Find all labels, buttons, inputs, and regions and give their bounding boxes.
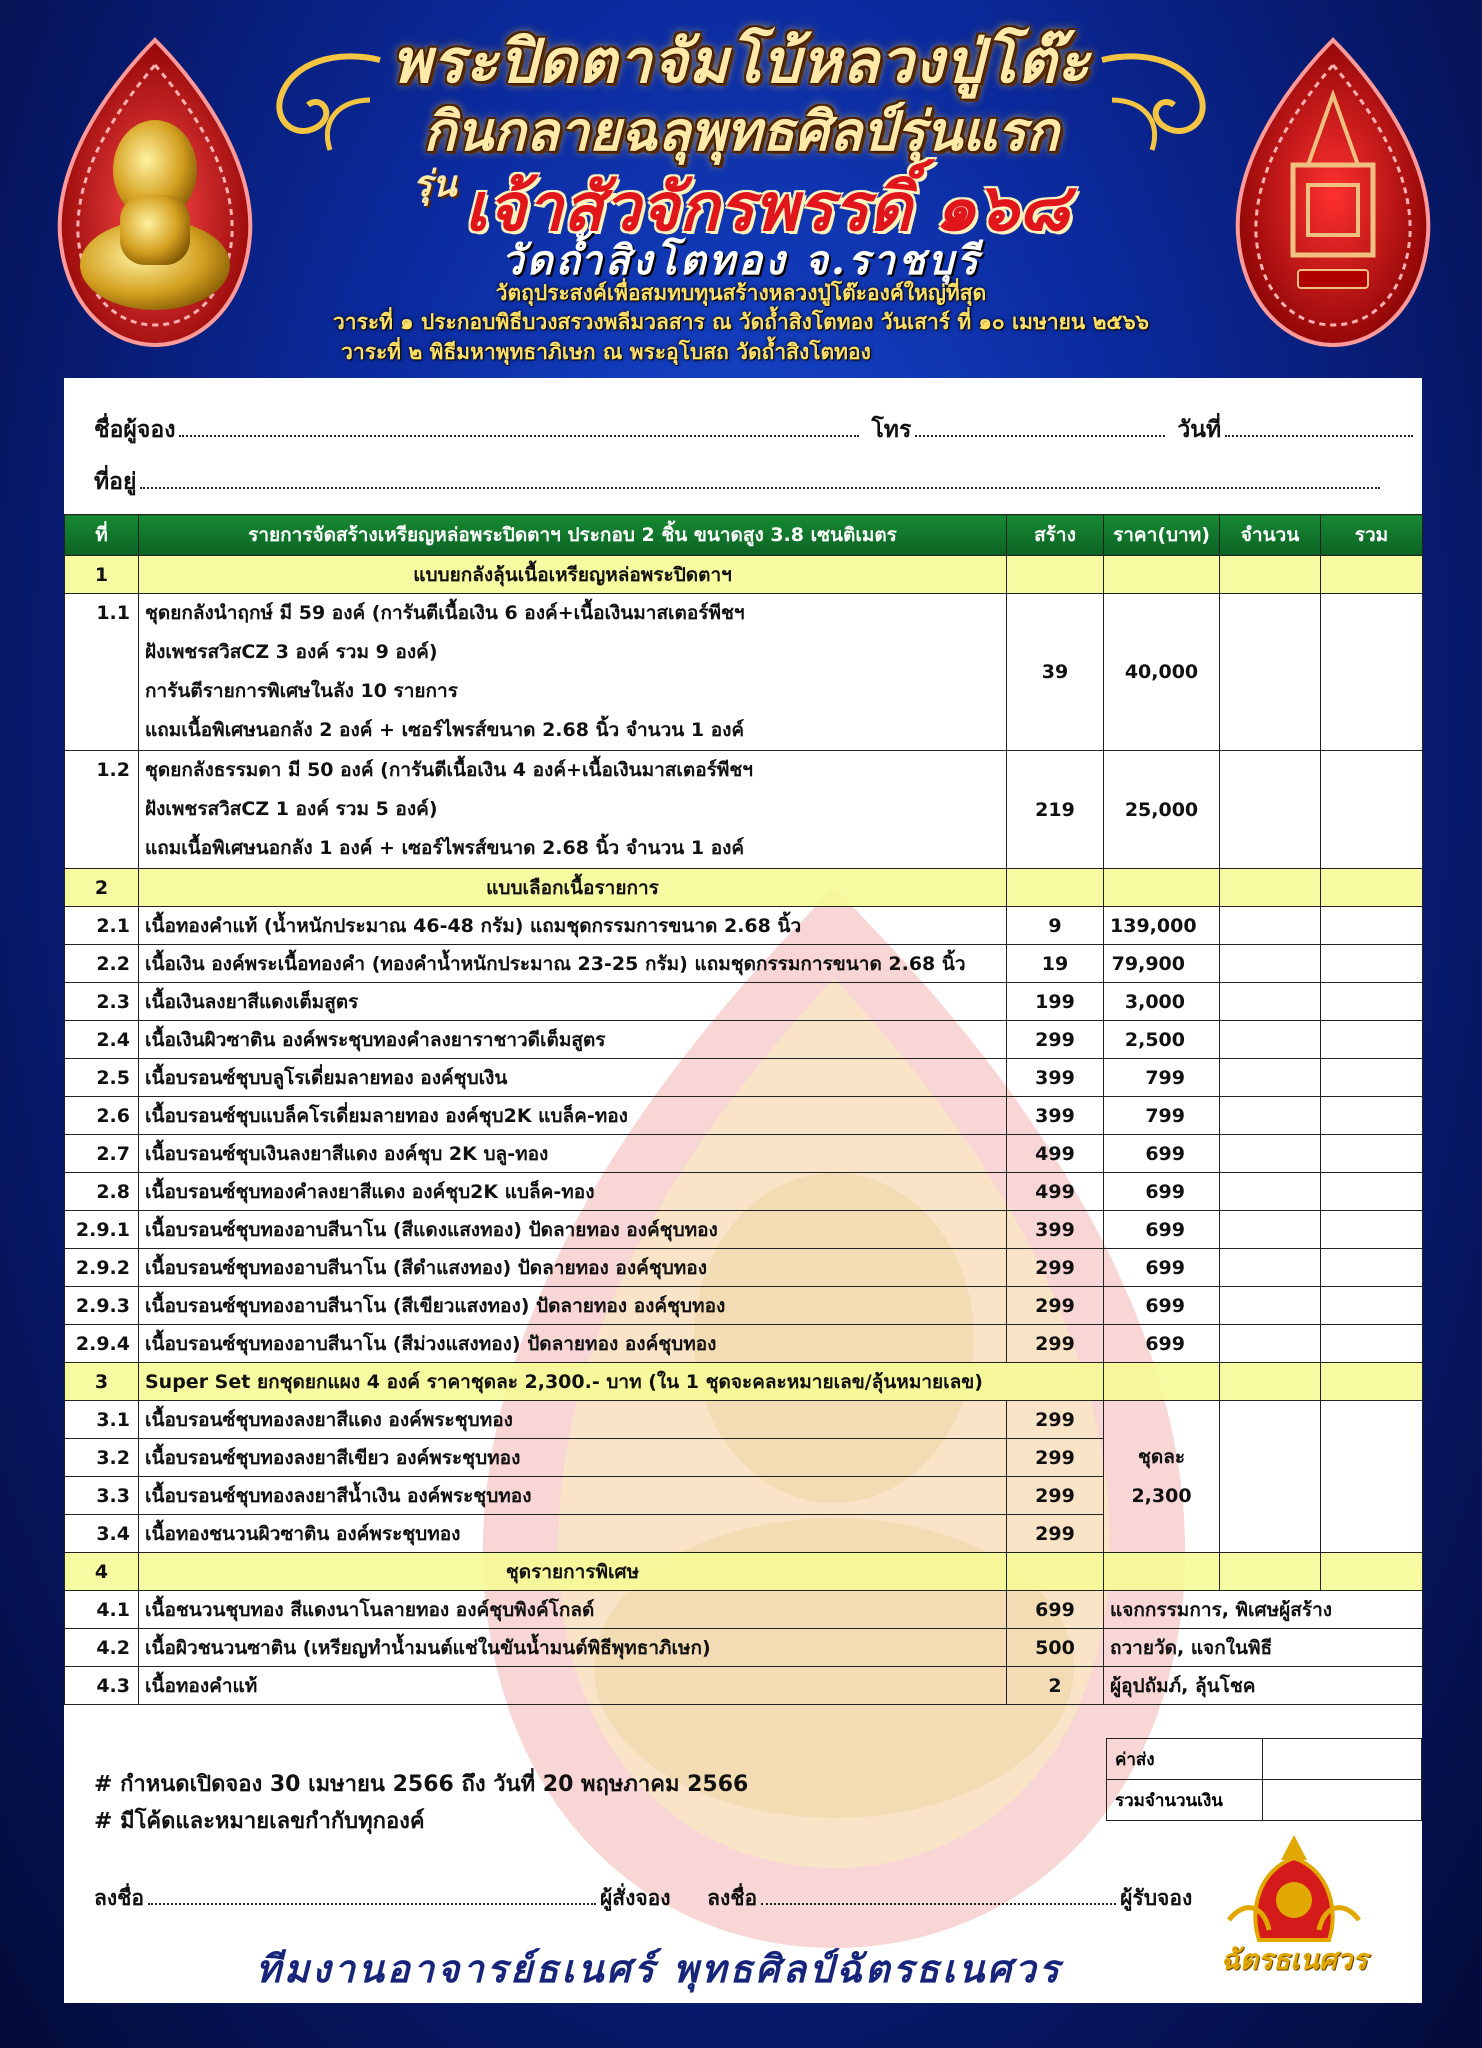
row-note: ผู้อุปถัมภ์, ลุ้นโชค xyxy=(1104,1667,1423,1705)
section-row-1 xyxy=(65,556,1423,594)
row-no: 4.3 xyxy=(65,1667,139,1705)
row-desc: เนื้อเงินลงยาสีแดงเต็มสูตร xyxy=(139,983,1007,1021)
row-no: 2.8 xyxy=(65,1173,139,1211)
table-row xyxy=(65,1667,1423,1705)
row-price: 25,000 xyxy=(1104,751,1220,869)
row-no: 1.1 xyxy=(65,594,139,751)
row-built: 299 xyxy=(1007,1439,1104,1477)
main-title: พระปิดตาจัมโบ้หลวงปู่โต๊ะ xyxy=(391,27,1091,97)
shipping-label: ค่าส่ง xyxy=(1107,1739,1263,1780)
row-no: 4.2 xyxy=(65,1629,139,1667)
order-form xyxy=(64,378,1422,2003)
total-cell[interactable] xyxy=(1321,907,1423,945)
row-price: 40,000 xyxy=(1104,594,1220,751)
row-desc: เนื้อบรอนซ์ชุบทองอาบสีนาโน (สีเขียวแสงทอง) ปัดลายทอง องค์ชุบทอง xyxy=(139,1287,1007,1325)
table-row xyxy=(65,1173,1423,1211)
grand-total-label: รวมจำนวนเงิน xyxy=(1107,1780,1263,1821)
row-no: 2.1 xyxy=(65,907,139,945)
section-no: 2 xyxy=(65,869,139,907)
summary-box xyxy=(1106,1738,1422,1821)
qty-cell[interactable] xyxy=(1220,1325,1321,1363)
name-label: ชื่อผู้จอง xyxy=(94,417,176,443)
row-built: 499 xyxy=(1007,1173,1104,1211)
logo-text: ฉัตรธเนศวร xyxy=(1220,1943,1368,1976)
header-built: สร้าง xyxy=(1007,515,1104,556)
total-cell[interactable] xyxy=(1321,751,1423,869)
row-no: 3.2 xyxy=(65,1439,139,1477)
row-no: 2.6 xyxy=(65,1097,139,1135)
section-row-3 xyxy=(65,1363,1423,1401)
row-price: 699 xyxy=(1104,1173,1220,1211)
sub-title: กินกลายฉลุพุทธศิลป์รุ่นแรก xyxy=(423,99,1059,163)
set-price-value: 2,300 xyxy=(1131,1484,1192,1507)
table-row xyxy=(65,1097,1423,1135)
row-no: 3.4 xyxy=(65,1515,139,1553)
row-no: 3.3 xyxy=(65,1477,139,1515)
name-field[interactable] xyxy=(179,415,859,437)
address-label: ที่อยู่ xyxy=(94,469,137,495)
row-note: แจกกรรมการ, พิเศษผู้สร้าง xyxy=(1104,1591,1423,1629)
table-row xyxy=(65,1059,1423,1097)
total-cell[interactable] xyxy=(1321,1211,1423,1249)
qty-cell[interactable] xyxy=(1220,945,1321,983)
row-desc: เนื้อบรอนซ์ชุบทองลงยาสีเขียว องค์พระชุบทอง xyxy=(139,1439,1007,1477)
row-built: 39 xyxy=(1007,594,1104,751)
section-3-rows xyxy=(65,1401,1423,1553)
qty-cell[interactable] xyxy=(1220,751,1321,869)
orderer-label: ผู้สั่งจอง xyxy=(600,1886,671,1910)
header-price: ราคา(บาท) xyxy=(1104,515,1220,556)
orderer-signature-field[interactable] xyxy=(148,1883,596,1905)
row-no: 2.4 xyxy=(65,1021,139,1059)
booking-period-note: # กำหนดเปิดจอง 30 เมษายน 2566 ถึง วันที่ 20 พฤษภาคม 2566 xyxy=(94,1772,749,1797)
row-price: 2,500 xyxy=(1104,1021,1220,1059)
qty-cell[interactable] xyxy=(1220,1021,1321,1059)
row-price: 139,000 xyxy=(1104,907,1220,945)
section-title: Super Set ยกชุดยกแผง 4 องค์ ราคาชุดละ 2,300.- บาท (ใน 1 ชุดจะคละหมายเลข/ลุ้นหมายเลข) xyxy=(139,1363,1104,1401)
row-desc: เนื้อบรอนซ์ชุบแบล็คโรเดี่ยมลายทอง องค์ชุบ2K แบล็ค-ทอง xyxy=(139,1097,1007,1135)
row-desc: เนื้อบรอนซ์ชุบทองอาบสีนาโน (สีดำแสงทอง) ปัดลายทอง องค์ชุบทอง xyxy=(139,1249,1007,1287)
row-desc: เนื้อชนวนชุบทอง สีแดงนาโนลายทอง องค์ชุบพิงค์โกลด์ xyxy=(139,1591,1007,1629)
header-qty: จำนวน xyxy=(1220,515,1321,556)
row-built: 9 xyxy=(1007,907,1104,945)
row-no: 2.5 xyxy=(65,1059,139,1097)
total-cell[interactable] xyxy=(1321,594,1423,751)
team-name: ทีมงานอาจารย์ธเนศร์ พุทธศิลป์ฉัตรธเนศวร xyxy=(255,1946,1063,1991)
table-header-row xyxy=(65,515,1423,556)
row-built: 199 xyxy=(1007,983,1104,1021)
total-cell[interactable] xyxy=(1321,1401,1423,1553)
table-row xyxy=(65,594,1423,751)
row-desc: เนื้อทองคำแท้ xyxy=(139,1667,1007,1705)
table-row xyxy=(65,1591,1423,1629)
row-price: 799 xyxy=(1104,1097,1220,1135)
section-2-rows xyxy=(65,907,1423,1363)
date-field[interactable] xyxy=(1225,415,1413,437)
row-built: 299 xyxy=(1007,1477,1104,1515)
set-price-label: ชุดละ xyxy=(1137,1445,1186,1468)
section-row-4 xyxy=(65,1553,1423,1591)
total-cell[interactable] xyxy=(1321,1021,1423,1059)
row-desc: เนื้อทองคำแท้ (น้ำหนักประมาณ 46-48 กรัม) แถมชุดกรรมการขนาด 2.68 นิ้ว xyxy=(139,907,1007,945)
row-price: 799 xyxy=(1104,1059,1220,1097)
qty-cell[interactable] xyxy=(1220,1249,1321,1287)
row-price: 699 xyxy=(1104,1325,1220,1363)
total-cell[interactable] xyxy=(1321,1325,1423,1363)
row-built: 399 xyxy=(1007,1059,1104,1097)
qty-cell[interactable] xyxy=(1220,983,1321,1021)
table-row xyxy=(65,945,1423,983)
row-no: 2.9.2 xyxy=(65,1249,139,1287)
row-built: 299 xyxy=(1007,1325,1104,1363)
row-built: 299 xyxy=(1007,1287,1104,1325)
section-title: ชุดรายการพิเศษ xyxy=(139,1553,1007,1591)
table-row xyxy=(65,1629,1423,1667)
row-desc: เนื้อบรอนซ์ชุบทองลงยาสีน้ำเงิน องค์พระชุบทอง xyxy=(139,1477,1007,1515)
table-row xyxy=(65,1249,1423,1287)
row-built: 699 xyxy=(1007,1591,1104,1629)
receiver-signature-field[interactable] xyxy=(761,1883,1116,1905)
qty-cell[interactable] xyxy=(1220,1135,1321,1173)
objective-text: วัตถุประสงค์เพื่อสมทบทุนสร้างหลวงปู่โต๊ะองค์ใหญ่ที่สุด xyxy=(495,281,987,305)
name-phone-date-row xyxy=(94,412,1417,448)
row-no: 1.2 xyxy=(65,751,139,869)
row-desc: เนื้อบรอนซ์ชุบเงินลงยาสีแดง องค์ชุบ 2K บลู-ทอง xyxy=(139,1135,1007,1173)
total-cell[interactable] xyxy=(1321,1135,1423,1173)
qty-cell[interactable] xyxy=(1220,1401,1321,1553)
qty-cell[interactable] xyxy=(1220,907,1321,945)
total-cell[interactable] xyxy=(1321,1097,1423,1135)
row-desc: ชุดยกลังธรรมดา มี 50 องค์ (การันตีเนื้อเงิน 4 องค์+เนื้อเงินมาสเตอร์พีชฯ ฝังเพชรสวิสCZ 1 องค์ รวม 5 องค์) แถมเนื้อพิเศษนอกลัง 1 องค์ + เซอร์ไพรส์ขนาด 2.68 นิ้ว จำนวน 1 องค์ xyxy=(139,751,1007,869)
series-name: เจ้าสัวจักรพรรดิ์ ๑๖๘ xyxy=(464,168,1070,246)
row-desc: เนื้อทองชนวนผิวซาติน องค์พระชุบทอง xyxy=(139,1515,1007,1553)
table-row xyxy=(65,1135,1423,1173)
total-cell[interactable] xyxy=(1321,1173,1423,1211)
date-label: วันที่ xyxy=(1177,417,1222,443)
total-cell[interactable] xyxy=(1321,983,1423,1021)
table-row xyxy=(65,1325,1423,1363)
agenda-1-text: วาระที่ ๑ ประกอบพิธีบวงสรวงพลีมวลสาร ณ วัดถ้ำสิงโตทอง วันเสาร์ ที่ ๑๐ เมษายน ๒๕๖๖ xyxy=(333,310,1149,334)
section-no: 4 xyxy=(65,1553,139,1591)
header-item: รายการจัดสร้างเหรียญหล่อพระปิดตาฯ ประกอบ 2 ชิ้น ขนาดสูง 3.8 เซนติเมตร xyxy=(139,515,1007,556)
grand-total-field[interactable] xyxy=(1262,1780,1421,1821)
row-built: 219 xyxy=(1007,751,1104,869)
section-title: แบบเลือกเนื้อรายการ xyxy=(139,869,1007,907)
qty-cell[interactable] xyxy=(1220,1211,1321,1249)
section-title: แบบยกลังลุ้นเนื้อเหรียญหล่อพระปิดตาฯ xyxy=(139,556,1007,594)
total-cell[interactable] xyxy=(1321,945,1423,983)
row-desc: เนื้อบรอนซ์ชุบทองอาบสีนาโน (สีแดงแสงทอง) ปัดลายทอง องค์ชุบทอง xyxy=(139,1211,1007,1249)
total-cell[interactable] xyxy=(1321,1249,1423,1287)
table-row xyxy=(65,907,1423,945)
shipping-field[interactable] xyxy=(1262,1739,1421,1780)
total-cell[interactable] xyxy=(1321,1287,1423,1325)
row-built: 19 xyxy=(1007,945,1104,983)
table-row xyxy=(65,751,1423,869)
row-desc: เนื้อบรอนซ์ชุบทองลงยาสีแดง องค์พระชุบทอง xyxy=(139,1401,1007,1439)
row-built: 2 xyxy=(1007,1667,1104,1705)
row-no: 3.1 xyxy=(65,1401,139,1439)
table-row xyxy=(65,1211,1423,1249)
table-row xyxy=(65,1401,1423,1439)
row-built: 299 xyxy=(1007,1515,1104,1553)
row-no: 2.7 xyxy=(65,1135,139,1173)
row-desc: เนื้อผิวชนวนซาติน (เหรียญทำน้ำมนต์แช่ในขันน้ำมนต์พิธีพุทธาภิเษก) xyxy=(139,1629,1007,1667)
section-no: 1 xyxy=(65,556,139,594)
row-price: 699 xyxy=(1104,1211,1220,1249)
row-price: 79,900 xyxy=(1104,945,1220,983)
row-desc: เนื้อบรอนซ์ชุบทองคำลงยาสีแดง องค์ชุบ2K แบล็ค-ทอง xyxy=(139,1173,1007,1211)
row-price: 699 xyxy=(1104,1287,1220,1325)
row-no: 2.9.1 xyxy=(65,1211,139,1249)
row-note: ถวายวัด, แจกในพิธี xyxy=(1104,1629,1423,1667)
code-number-note: # มีโค้ดและหมายเลขกำกับทุกองค์ xyxy=(94,1809,425,1834)
row-no: 2.9.4 xyxy=(65,1325,139,1363)
row-no: 2.3 xyxy=(65,983,139,1021)
row-desc: เนื้อบรอนซ์ชุบทองอาบสีนาโน (สีม่วงแสงทอง) ปัดลายทอง องค์ชุบทอง xyxy=(139,1325,1007,1363)
order-table xyxy=(64,514,1423,1705)
total-cell[interactable] xyxy=(1321,1059,1423,1097)
row-built: 299 xyxy=(1007,1021,1104,1059)
row-desc: เนื้อเงินผิวซาติน องค์พระชุบทองคำลงยาราชาวดีเต็มสูตร xyxy=(139,1021,1007,1059)
row-price: 699 xyxy=(1104,1135,1220,1173)
header xyxy=(0,0,1482,378)
phone-field[interactable] xyxy=(915,415,1165,437)
signature-row xyxy=(94,1882,1192,1915)
receiver-label: ผู้รับจอง xyxy=(1120,1886,1193,1910)
temple-name: วัดถ้ำสิงโตทอง จ.ราชบุรี xyxy=(501,237,981,284)
section-no: 3 xyxy=(65,1363,139,1401)
phone-label: โทร xyxy=(871,417,912,443)
row-built: 299 xyxy=(1007,1249,1104,1287)
row-built: 399 xyxy=(1007,1097,1104,1135)
row-built: 499 xyxy=(1007,1135,1104,1173)
table-row xyxy=(65,1287,1423,1325)
address-row xyxy=(94,464,1384,500)
qty-cell[interactable] xyxy=(1220,1097,1321,1135)
series-prefix: รุ่น xyxy=(412,163,457,205)
table-row xyxy=(65,1021,1423,1059)
agenda-2-text: วาระที่ ๒ พิธีมหาพุทธาภิเษก ณ พระอุโบสถ วัดถ้ำสิงโตทอง xyxy=(341,340,871,364)
set-price-cell xyxy=(1104,1401,1220,1553)
row-desc: เนื้อเงิน องค์พระเนื้อทองคำ (ทองคำน้ำหนักประมาณ 23-25 กรัม) แถมชุดกรรมการขนาด 2.68 นิ้ว xyxy=(139,945,1007,983)
header-total: รวม xyxy=(1321,515,1423,556)
table-row xyxy=(65,983,1423,1021)
row-desc: ชุดยกลังนำฤกษ์ มี 59 องค์ (การันตีเนื้อเงิน 6 องค์+เนื้อเงินมาสเตอร์พีชฯ ฝังเพชรสวิสCZ 3 องค์ รวม 9 องค์) การันตีรายการพิเศษในลัง 10 รายการ แถมเนื้อพิเศษนอกลัง 2 องค์ + เซอร์ไพรส์ขนาด 2.68 นิ้ว จำนวน 1 องค์ xyxy=(139,594,1007,751)
row-no: 2.9.3 xyxy=(65,1287,139,1325)
qty-cell[interactable] xyxy=(1220,1287,1321,1325)
section-4-rows xyxy=(65,1591,1423,1705)
qty-cell[interactable] xyxy=(1220,1173,1321,1211)
row-no: 4.1 xyxy=(65,1591,139,1629)
section-row-2 xyxy=(65,869,1423,907)
sign-label-1: ลงชื่อ xyxy=(94,1886,144,1910)
row-built: 500 xyxy=(1007,1629,1104,1667)
row-price: 3,000 xyxy=(1104,983,1220,1021)
qty-cell[interactable] xyxy=(1220,594,1321,751)
address-field[interactable] xyxy=(140,467,1380,489)
header-no: ที่ xyxy=(65,515,139,556)
sign-label-2: ลงชื่อ xyxy=(707,1886,758,1910)
row-desc: เนื้อบรอนซ์ชุบบลูโรเดี่ยมลายทอง องค์ชุบเงิน xyxy=(139,1059,1007,1097)
row-no: 2.2 xyxy=(65,945,139,983)
row-built: 399 xyxy=(1007,1211,1104,1249)
qty-cell[interactable] xyxy=(1220,1059,1321,1097)
row-price: 699 xyxy=(1104,1249,1220,1287)
row-built: 299 xyxy=(1007,1401,1104,1439)
